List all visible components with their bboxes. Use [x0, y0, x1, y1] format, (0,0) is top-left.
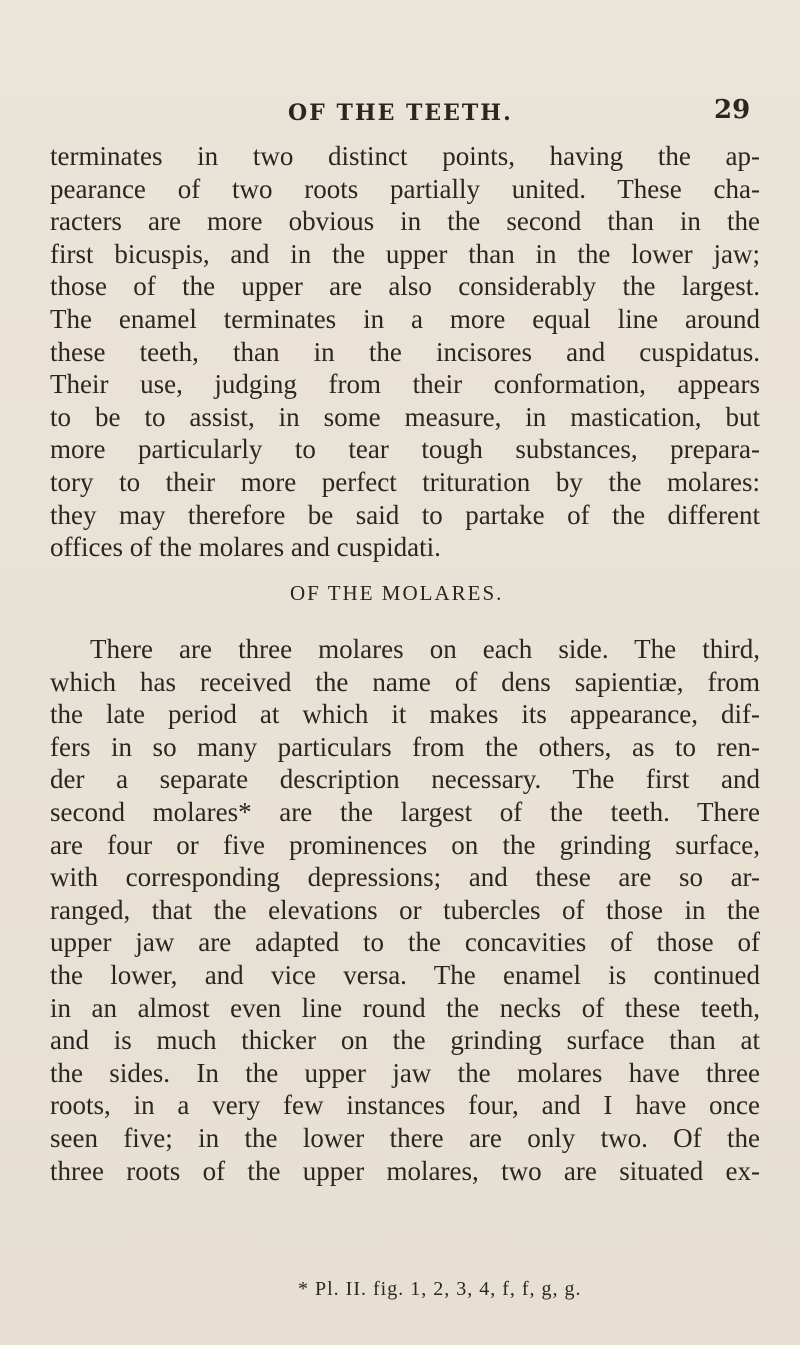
- text-line: the late period at which it makes its appearance, dif-: [50, 699, 760, 730]
- text-line: are four or five prominences on the grinding surface,: [50, 829, 760, 860]
- text-line: roots, in a very few instances four, and I have once: [50, 1090, 760, 1121]
- text-line: to be to assist, in some measure, in mastication, but: [50, 401, 760, 432]
- text-line: seen five; in the lower there are only two. Of the: [50, 1122, 760, 1153]
- page-number: 29: [714, 95, 751, 125]
- text-line: tory to their more perfect trituration by the molares:: [50, 466, 760, 497]
- text-line: first bicuspis, and in the upper than in the lower jaw;: [50, 238, 760, 269]
- text-line: and is much thicker on the grinding surface than at: [50, 1025, 760, 1056]
- text-line: ranged, that the elevations or tubercles of those in the: [50, 894, 760, 925]
- text-line: second molares* are the largest of the teeth. There: [50, 796, 760, 827]
- paragraph-bicuspids: [50, 140, 760, 564]
- text-line: which has received the name of dens sapientiæ, from: [50, 666, 760, 697]
- running-head: OF THE TEETH.: [288, 100, 513, 126]
- text-line: more particularly to tear tough substances, prepara-: [50, 434, 760, 465]
- footnote: * Pl. II. fig. 1, 2, 3, 4, f, f, g, g.: [298, 1278, 582, 1300]
- text-line: the sides. In the upper jaw the molares have three: [50, 1057, 760, 1088]
- text-line: fers in so many particulars from the others, as to ren-: [50, 731, 760, 762]
- paragraph-molares: [50, 633, 760, 1187]
- text-line: with corresponding depressions; and these are so ar-: [50, 862, 760, 893]
- text-line: der a separate description necessary. The first and: [50, 764, 760, 795]
- text-line: the lower, and vice versa. The enamel is continued: [50, 959, 760, 990]
- text-line: The enamel terminates in a more equal line around: [50, 303, 760, 334]
- text-line: in an almost even line round the necks of these teeth,: [50, 992, 760, 1023]
- section-heading: OF THE MOLARES.: [290, 581, 504, 605]
- text-line: There are three molares on each side. The third,: [90, 634, 760, 664]
- text-line: upper jaw are adapted to the concavities of those of: [50, 927, 760, 958]
- text-line: offices of the molares and cuspidati.: [50, 532, 441, 563]
- text-line: pearance of two roots partially united. These cha-: [50, 173, 760, 204]
- text-line: terminates in two distinct points, having the ap-: [50, 141, 760, 171]
- text-line: racters are more obvious in the second than in the: [50, 206, 760, 237]
- text-line: these teeth, than in the incisores and cuspidatus.: [50, 336, 760, 367]
- text-line: three roots of the upper molares, two are situated ex-: [50, 1155, 760, 1186]
- text-line: those of the upper are also considerably the largest.: [50, 271, 760, 302]
- text-line: they may therefore be said to partake of the different: [50, 499, 760, 530]
- text-line: Their use, judging from their conformation, appears: [50, 369, 760, 400]
